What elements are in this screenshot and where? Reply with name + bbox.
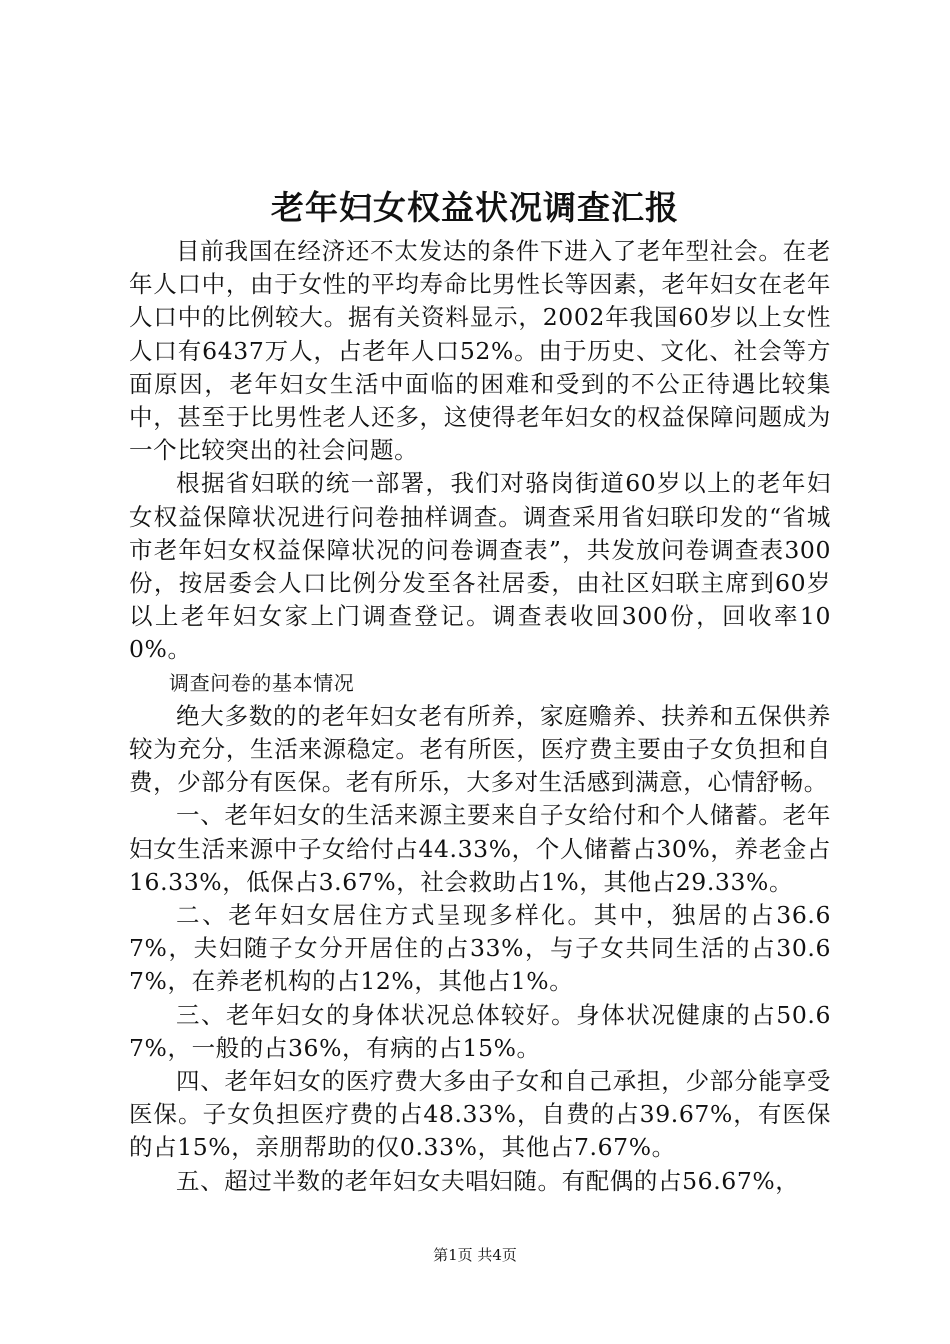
paragraph-living-source: 一、老年妇女的生活来源主要来自子女给付和个人储蓄。老年妇女生活来源中子女给付占44.33%，个人储蓄占30%，养老金占16.33%，低保占3.67%，社会救助占1%，其他占29.33%。	[129, 801, 831, 896]
document-title: 老年妇女权益状况调查汇报	[271, 188, 679, 227]
paragraph-summary: 绝大多数的的老年妇女老有所养，家庭赡养、扶养和五保供养较为充分，生活来源稳定。老有所医，医疗费主要由子女负担和自费，少部分有医保。老有所乐，大多对生活感到满意，心情舒畅。	[129, 701, 831, 797]
document-body	[129, 235, 831, 1198]
page-footer: 第1页 共4页	[433, 1246, 517, 1264]
paragraph-intro: 目前我国在经济还不太发达的条件下进入了老年型社会。在老年人口中，由于女性的平均寿命比男性长等因素，老年妇女在老年人口中的比例较大。据有关资料显示，2002年我国60岁以上女性人口有6437万人，占老年人口52%。由于历史、文化、社会等方面原因，老年妇女生活中面临的困难和受到的不公正待遇比较集中，甚至于比男性老人还多，这使得老年妇女的权益保障问题成为一个比较突出的社会问题。	[129, 237, 831, 465]
section-heading-basic-info: 调查问卷的基本情况	[169, 670, 355, 695]
paragraph-residence: 二、老年妇女居住方式呈现多样化。其中，独居的占36.67%，夫妇随子女分开居住的占33%，与子女共同生活的占30.67%，在养老机构的占12%，其他占1%。	[129, 901, 831, 996]
paragraph-survey-method: 根据省妇联的统一部署，我们对骆岗街道60岁以上的老年妇女权益保障状况进行问卷抽样调查。调查采用省妇联印发的“省城市老年妇女权益保障状况的问卷调查表”，共发放问卷调查表300份，按居委会人口比例分发至各社居委，由社区妇联主席到60岁以上老年妇女家上门调查登记。调查表收回300份，回收率100%。	[129, 469, 831, 664]
paragraph-health: 三、老年妇女的身体状况总体较好。身体状况健康的占50.67%，一般的占36%，有病的占15%。	[129, 1000, 831, 1062]
paragraph-spouse: 五、超过半数的老年妇女夫唱妇随。有配偶的占56.67%，	[176, 1166, 800, 1195]
paragraph-medical-cost: 四、老年妇女的医疗费大多由子女和自己承担，少部分能享受医保。子女负担医疗费的占48.33%，自费的占39.67%，有医保的占15%，亲朋帮助的仅0.33%，其他占7.67%。	[129, 1067, 831, 1162]
